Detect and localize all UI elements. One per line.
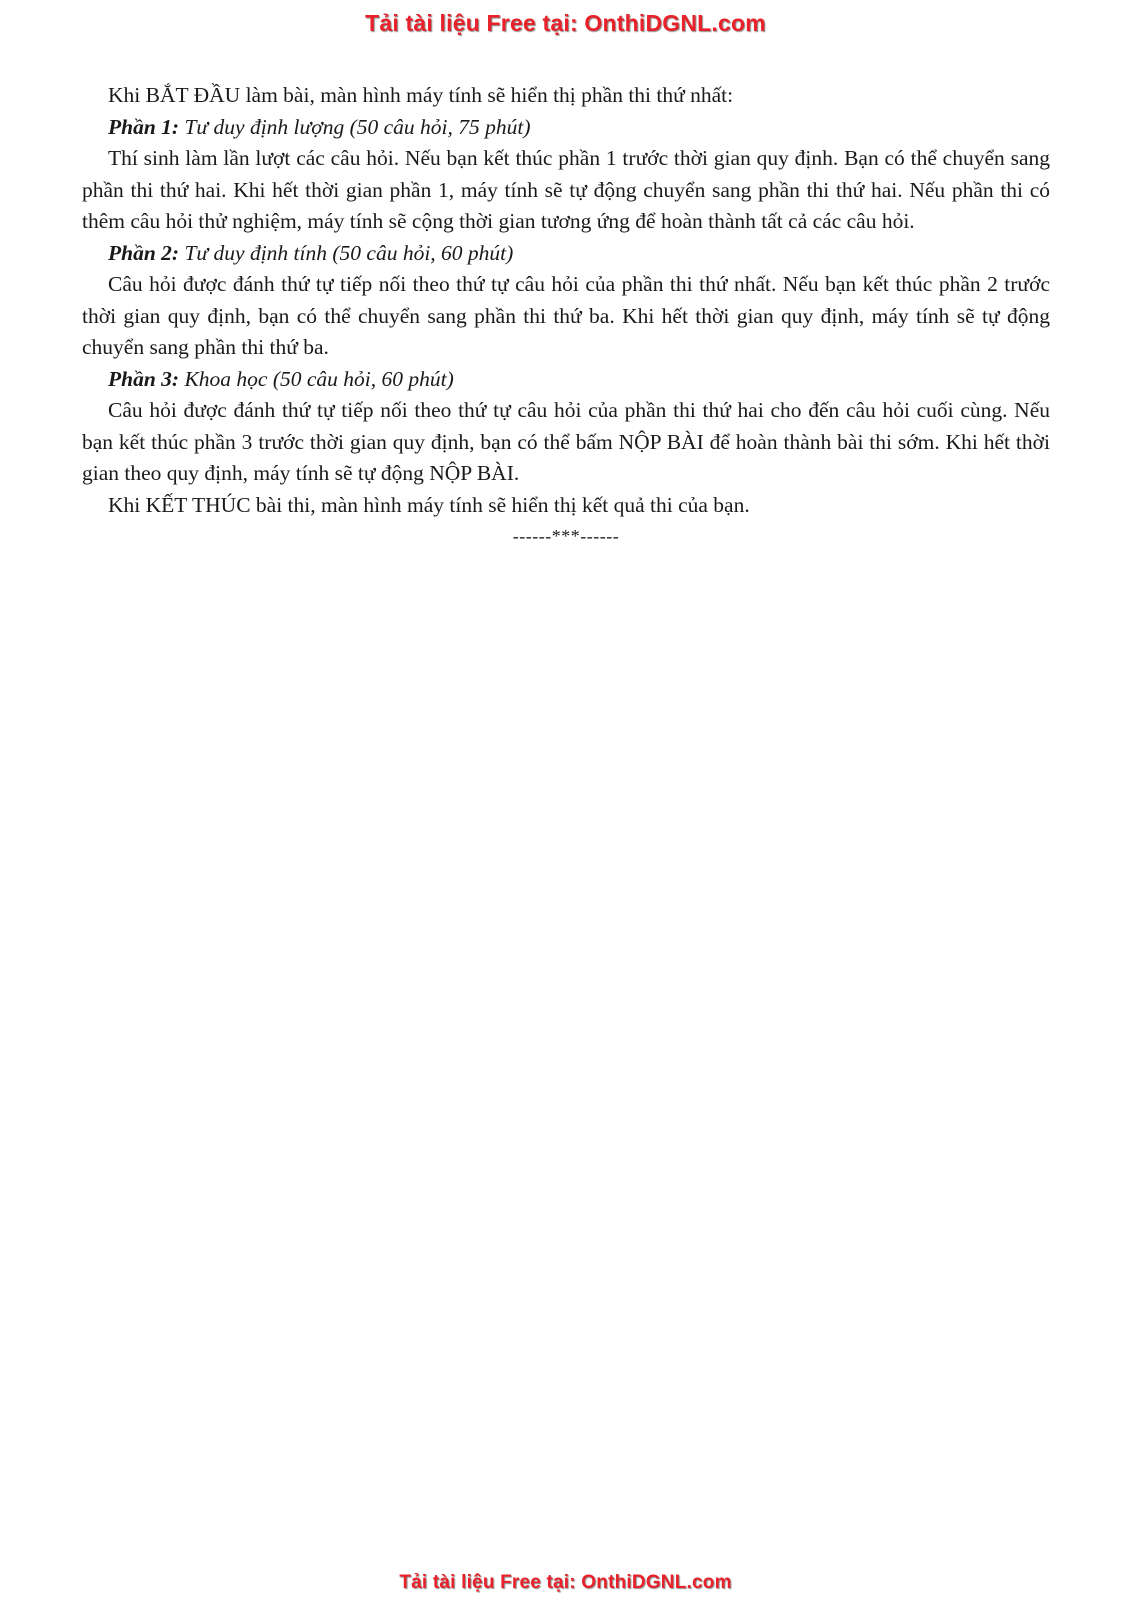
section-2-heading	[82, 238, 1050, 270]
section-2-title: Tư duy định tính (50 câu hỏi, 60 phút)	[179, 240, 514, 265]
end-separator: ------***------	[512, 526, 620, 546]
section-3-body: Câu hỏi được đánh thứ tự tiếp nối theo thứ tự câu hỏi của phần thi thứ hai cho đến câu hỏi cuối cùng. Nếu bạn kết thúc phần 3 trước thời gian quy định, bạn có thể bấm NỘP BÀI để hoàn thành bài thi sớm. Khi hết thời gian theo quy định, máy tính sẽ tự động NỘP BÀI.	[82, 398, 1050, 485]
section-1-title: Tư duy định lượng (50 câu hỏi, 75 phút)	[179, 114, 531, 139]
closing-paragraph: Khi KẾT THÚC bài thi, màn hình máy tính sẽ hiển thị kết quả thi của bạn.	[108, 492, 750, 517]
intro-paragraph: Khi BẮT ĐẦU làm bài, màn hình máy tính sẽ hiển thị phần thi thứ nhất:	[108, 83, 734, 107]
section-1-body: Thí sinh làm lần lượt các câu hỏi. Nếu bạn kết thúc phần 1 trước thời gian quy định. Bạn có thể chuyển sang phần thi thứ hai. Khi hết thời gian phần 1, máy tính sẽ tự động chuyển sang phần thi thứ hai. Nếu phần thi có thêm câu hỏi thử nghiệm, máy tính sẽ cộng thời gian tương ứng để hoàn thành tất cả các câu hỏi.	[82, 146, 1050, 233]
document-body	[82, 80, 1050, 553]
section-2-label: Phần 2:	[108, 240, 180, 265]
section-2-body: Câu hỏi được đánh thứ tự tiếp nối theo thứ tự câu hỏi của phần thi thứ nhất. Nếu bạn kết thúc phần 2 trước thời gian quy định, bạn có thể chuyển sang phần thi thứ ba. Khi hết thời gian quy định, máy tính sẽ tự động chuyển sang phần thi thứ ba.	[82, 272, 1050, 359]
watermark-footer: Tải tài liệu Free tại: OnthiDGNL.com	[399, 1572, 732, 1593]
section-3-heading	[82, 364, 1050, 396]
section-1-label: Phần 1:	[108, 114, 180, 139]
section-1-heading	[82, 112, 1050, 144]
watermark-header: Tải tài liệu Free tại: OnthiDGNL.com	[365, 10, 766, 36]
section-3-label: Phần 3:	[108, 366, 180, 391]
section-3-title: Khoa học (50 câu hỏi, 60 phút)	[179, 366, 454, 391]
